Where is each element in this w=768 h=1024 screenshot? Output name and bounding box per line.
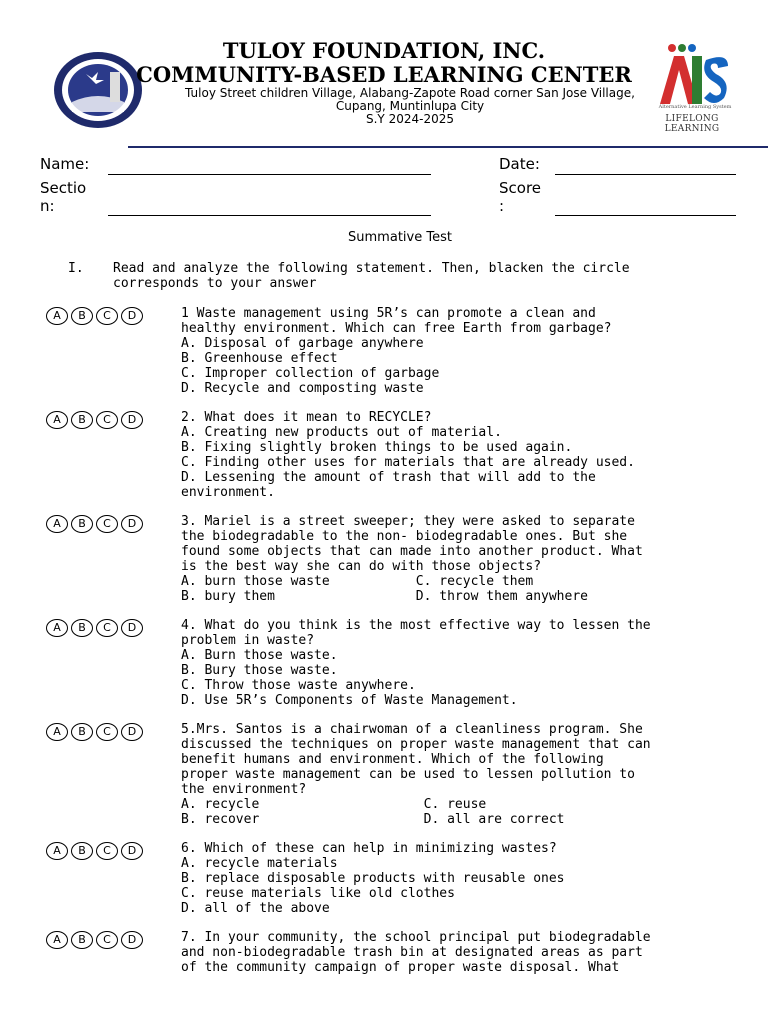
date-input-line[interactable] bbox=[555, 174, 736, 175]
answer-bubble-b[interactable]: B bbox=[71, 515, 93, 533]
question-line: discussed the techniques on proper waste management that can bbox=[181, 737, 651, 752]
question-line: D. Use 5R’s Components of Waste Management. bbox=[181, 693, 518, 708]
als-tagline: LIFELONG LEARNING bbox=[664, 114, 720, 134]
question-line: A. Disposal of garbage anywhere bbox=[181, 336, 424, 351]
question-line: the environment? bbox=[181, 782, 307, 797]
question-line: B. Fixing slightly broken things to be used again. bbox=[181, 440, 573, 455]
question-line: the biodegradable to the non- biodegradable ones. But she bbox=[181, 529, 628, 544]
question-line: A. recycle materials bbox=[181, 856, 338, 871]
answer-bubble-c[interactable]: C bbox=[96, 842, 118, 860]
score-input-line[interactable] bbox=[555, 215, 736, 216]
answer-bubble-a[interactable]: A bbox=[46, 515, 68, 533]
section-label-2: n: bbox=[40, 197, 55, 215]
question-line: and non-biodegradable trash bin at designated areas as part bbox=[181, 945, 643, 960]
question-line: B. bury them D. throw them anywhere bbox=[181, 589, 588, 604]
answer-bubble-b[interactable]: B bbox=[71, 723, 93, 741]
answer-bubbles bbox=[46, 307, 143, 325]
header-rule bbox=[128, 146, 768, 148]
question-line: D. Recycle and composting waste bbox=[181, 381, 424, 396]
question-stem: 7. In your community, the school principal put biodegradable bbox=[181, 930, 651, 945]
answer-bubble-a[interactable]: A bbox=[46, 842, 68, 860]
center-name: COMMUNITY-BASED LEARNING CENTER bbox=[136, 62, 632, 87]
question-line: C. reuse materials like old clothes bbox=[181, 886, 455, 901]
score-label-1: Score bbox=[499, 179, 542, 197]
instruction-line-2: corresponds to your answer bbox=[113, 276, 317, 291]
question-line: A. Creating new products out of material. bbox=[181, 425, 502, 440]
answer-bubble-b[interactable]: B bbox=[71, 619, 93, 637]
question-line: proper waste management can be used to lessen pollution to bbox=[181, 767, 635, 782]
question-stem: 1 Waste management using 5R’s can promote a clean and bbox=[181, 306, 596, 321]
answer-bubble-c[interactable]: C bbox=[96, 411, 118, 429]
answer-bubble-d[interactable]: D bbox=[121, 411, 143, 429]
answer-bubbles bbox=[46, 515, 143, 533]
answer-bubble-d[interactable]: D bbox=[121, 515, 143, 533]
org-name: TULOY FOUNDATION, INC. bbox=[222, 38, 546, 63]
address-line-1: Tuloy Street children Village, Alabang-Zapote Road corner San Jose Village, bbox=[185, 86, 635, 100]
question-line: benefit humans and environment. Which of the following bbox=[181, 752, 604, 767]
instruction-line-1: Read and analyze the following statement. Then, blacken the circle bbox=[113, 261, 630, 276]
section-label-1: Sectio bbox=[40, 179, 87, 197]
question-line: B. Bury those waste. bbox=[181, 663, 338, 678]
answer-bubble-c[interactable]: C bbox=[96, 931, 118, 949]
answer-bubble-d[interactable]: D bbox=[121, 931, 143, 949]
question-line: A. Burn those waste. bbox=[181, 648, 338, 663]
section-input-line[interactable] bbox=[108, 215, 431, 216]
answer-bubble-b[interactable]: B bbox=[71, 931, 93, 949]
question-stem: 2. What does it mean to RECYCLE? bbox=[181, 410, 432, 425]
question-line: healthy environment. Which can free Earth from garbage? bbox=[181, 321, 612, 336]
question-line: D. Lessening the amount of trash that will add to the bbox=[181, 470, 596, 485]
question-line: of the community campaign of proper waste disposal. What bbox=[181, 960, 620, 975]
answer-bubble-c[interactable]: C bbox=[96, 619, 118, 637]
answer-bubble-a[interactable]: A bbox=[46, 307, 68, 325]
answer-bubbles bbox=[46, 723, 143, 741]
question-line: B. replace disposable products with reusable ones bbox=[181, 871, 565, 886]
name-label: Name: bbox=[40, 155, 90, 173]
als-logo bbox=[640, 42, 740, 134]
question-line: C. Improper collection of garbage bbox=[181, 366, 440, 381]
question-line: problem in waste? bbox=[181, 633, 315, 648]
question-line: D. all of the above bbox=[181, 901, 330, 916]
question-line: A. burn those waste C. recycle them bbox=[181, 574, 534, 589]
score-label-2: : bbox=[499, 197, 505, 215]
question-line: B. recover D. all are correct bbox=[181, 812, 565, 827]
answer-bubble-a[interactable]: A bbox=[46, 723, 68, 741]
answer-bubble-b[interactable]: B bbox=[71, 842, 93, 860]
question-line: C. Finding other uses for materials that are already used. bbox=[181, 455, 635, 470]
answer-bubbles bbox=[46, 411, 143, 429]
question-stem: 6. Which of these can help in minimizing wastes? bbox=[181, 841, 557, 856]
question-line: is the best way she can do with those objects? bbox=[181, 559, 542, 574]
answer-bubble-d[interactable]: D bbox=[121, 842, 143, 860]
question-line: found some objects that can made into another product. What bbox=[181, 544, 643, 559]
answer-bubble-a[interactable]: A bbox=[46, 619, 68, 637]
answer-bubbles bbox=[46, 619, 143, 637]
question-stem: 5.Mrs. Santos is a chairwoman of a cleanliness program. She bbox=[181, 722, 643, 737]
answer-bubble-d[interactable]: D bbox=[121, 619, 143, 637]
answer-bubble-a[interactable]: A bbox=[46, 411, 68, 429]
answer-bubbles bbox=[46, 842, 143, 860]
answer-bubble-c[interactable]: C bbox=[96, 723, 118, 741]
test-title: Summative Test bbox=[348, 230, 452, 245]
name-input-line[interactable] bbox=[108, 174, 431, 175]
date-label: Date: bbox=[499, 155, 540, 173]
answer-bubble-b[interactable]: B bbox=[71, 307, 93, 325]
answer-bubble-a[interactable]: A bbox=[46, 931, 68, 949]
question-line: C. Throw those waste anywhere. bbox=[181, 678, 416, 693]
question-stem: 4. What do you think is the most effective way to lessen the bbox=[181, 618, 651, 633]
als-small-text: Alternative Learning System bbox=[658, 104, 732, 110]
address-line-2: Cupang, Muntinlupa City bbox=[335, 99, 485, 113]
question-line: B. Greenhouse effect bbox=[181, 351, 338, 366]
answer-bubbles bbox=[46, 931, 143, 949]
school-year: S.Y 2024-2025 bbox=[366, 112, 454, 126]
instruction-number: I. bbox=[68, 261, 84, 276]
answer-bubble-c[interactable]: C bbox=[96, 307, 118, 325]
answer-bubble-b[interactable]: B bbox=[71, 411, 93, 429]
answer-bubble-c[interactable]: C bbox=[96, 515, 118, 533]
question-stem: 3. Mariel is a street sweeper; they were asked to separate bbox=[181, 514, 635, 529]
answer-bubble-d[interactable]: D bbox=[121, 307, 143, 325]
question-line: A. recycle C. reuse bbox=[181, 797, 487, 812]
answer-bubble-d[interactable]: D bbox=[121, 723, 143, 741]
question-line: environment. bbox=[181, 485, 275, 500]
